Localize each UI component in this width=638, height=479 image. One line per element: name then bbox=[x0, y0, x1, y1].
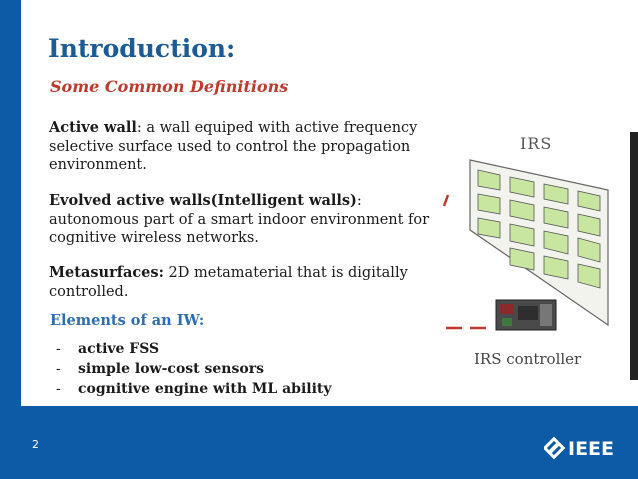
definition-text: a wall equiped with active frequency selective surface used to control the propagation environment. bbox=[49, 120, 418, 173]
list-item-text: active FSS bbox=[78, 341, 160, 357]
definition-separator: : bbox=[136, 120, 142, 136]
definition-separator: : bbox=[356, 193, 362, 209]
list-item bbox=[56, 359, 332, 379]
list-marker: - bbox=[56, 361, 61, 377]
list-item-text: cognitive engine with ML ability bbox=[78, 381, 332, 397]
irs-diagram bbox=[440, 120, 638, 380]
page-number: 2 bbox=[32, 438, 39, 451]
definition-metasurfaces bbox=[49, 264, 449, 301]
slide-subtitle: Some Common Definitions bbox=[50, 77, 289, 96]
definition-term: Evolved active walls(Intelligent walls) bbox=[49, 192, 357, 209]
definition-intelligent-walls bbox=[49, 192, 449, 248]
definition-text: autonomous part of a smart indoor environment for cognitive wireless networks. bbox=[49, 211, 430, 246]
list-item bbox=[56, 379, 332, 399]
definition-text: 2D metamaterial that is digitally controlled. bbox=[49, 265, 408, 300]
ieee-logo bbox=[544, 434, 620, 462]
slide-title: Introduction: bbox=[48, 34, 236, 63]
list-item bbox=[56, 339, 332, 359]
list-marker: - bbox=[56, 381, 61, 397]
ieee-logo-text: IEEE bbox=[568, 438, 615, 460]
definition-term: Metasurfaces: bbox=[49, 264, 164, 281]
definition-term: Active wall bbox=[49, 119, 137, 136]
definition-active-wall bbox=[49, 119, 449, 175]
elements-list bbox=[56, 339, 332, 399]
list-marker: - bbox=[56, 341, 61, 357]
irs-label: IRS bbox=[520, 134, 553, 153]
elements-heading: Elements of an IW: bbox=[50, 312, 205, 329]
irs-controller-board bbox=[496, 300, 556, 330]
irs-controller-label: IRS controller bbox=[474, 350, 582, 368]
list-item-text: simple low-cost sensors bbox=[78, 361, 264, 377]
